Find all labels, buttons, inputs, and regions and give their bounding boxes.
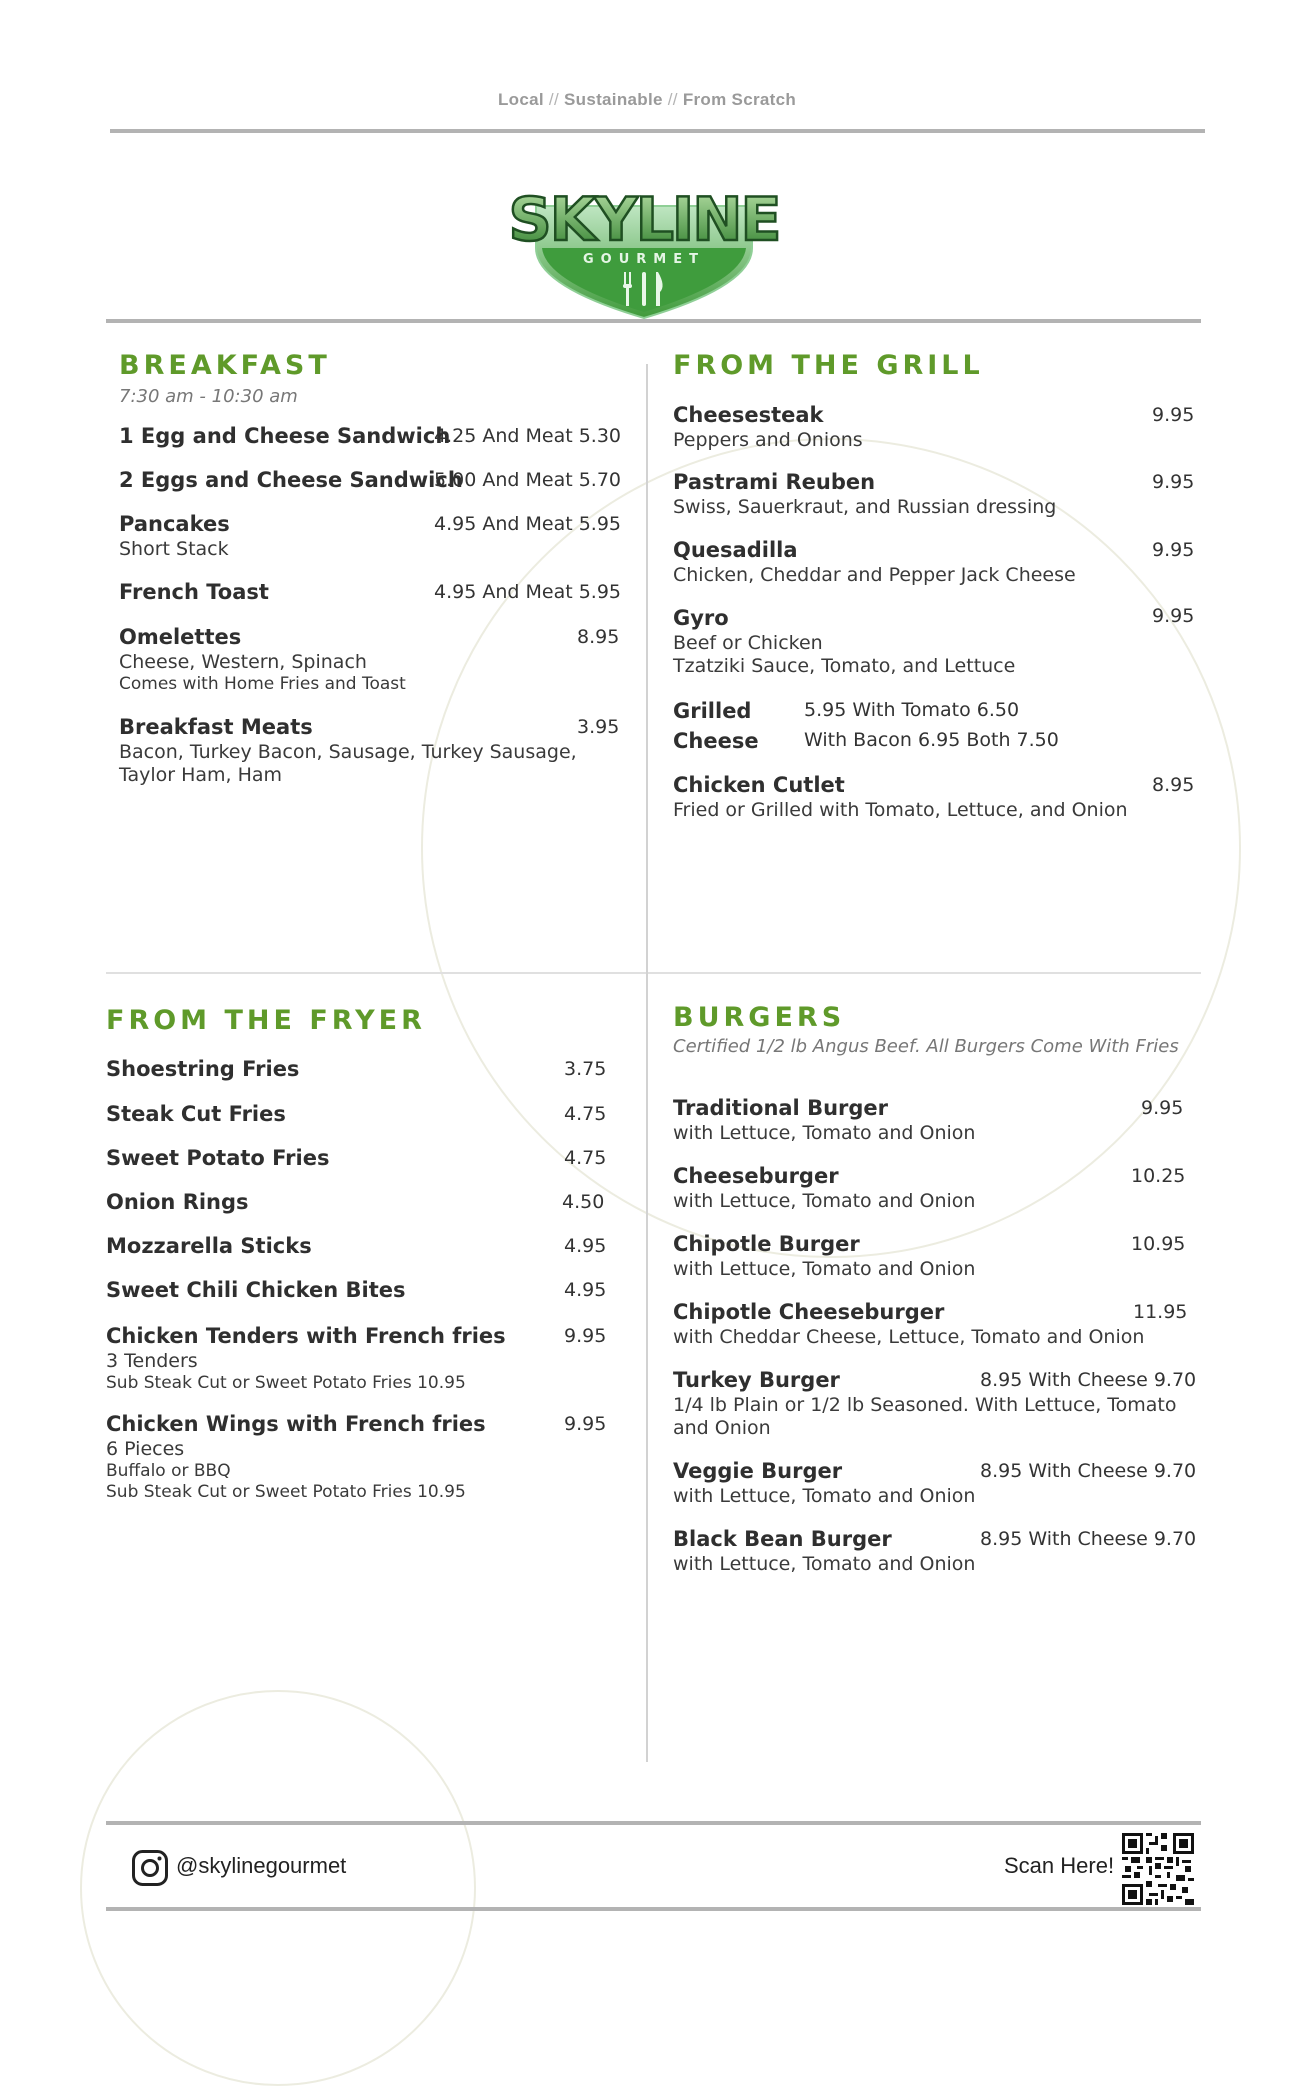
item-name: Chicken Wings with French fries — [106, 1412, 486, 1436]
item-name: Pastrami Reuben — [673, 470, 876, 494]
tagline-local: Local — [497, 90, 544, 109]
item-price: 5.95 With Tomato 6.50 — [804, 699, 1020, 721]
item-price: 8.95 With Cheese 9.70 — [980, 1369, 1197, 1391]
item-name: Chicken Cutlet — [673, 773, 845, 797]
breakfast-hours: 7:30 am - 10:30 am — [119, 386, 298, 407]
item-name: Cheeseburger — [673, 1164, 839, 1188]
column-divider-top — [646, 364, 648, 972]
menu-item — [673, 1231, 975, 1281]
scan-label: Scan Here! — [1004, 1853, 1115, 1878]
fryer-title: FROM THE FRYER — [106, 1005, 426, 1036]
item-description: with Lettuce, Tomato and Onion — [673, 1190, 976, 1212]
grill-title: FROM THE GRILL — [673, 350, 984, 381]
menu-item — [106, 1233, 312, 1259]
menu-item — [106, 1277, 406, 1303]
item-name: 1 Egg and Cheese Sandwich — [119, 424, 451, 448]
item-price: 5.00 And Meat 5.70 — [434, 469, 622, 491]
item-description: Tzatziki Sauce, Tomato, and Lettuce — [673, 655, 1016, 677]
skyline-gourmet-logo — [508, 136, 780, 322]
item-description: Short Stack — [119, 538, 229, 560]
item-price: 8.95 With Cheese 9.70 — [980, 1528, 1197, 1550]
breakfast-title: BREAKFAST — [119, 350, 331, 381]
menu-item — [673, 1458, 975, 1508]
item-description: 1/4 lb Plain or 1/2 lb Seasoned. With Lettuce, Tomato and Onion — [673, 1394, 1177, 1439]
item-name: Cheesesteak — [673, 403, 824, 427]
header-bottom-rule — [106, 319, 1201, 323]
item-price: 4.95 — [564, 1279, 607, 1301]
tagline-separator: // — [667, 90, 678, 109]
tagline — [0, 90, 1294, 110]
menu-item — [119, 511, 230, 561]
menu-item — [673, 696, 759, 756]
item-name: Mozzarella Sticks — [106, 1234, 312, 1258]
tagline-sustainable: Sustainable — [564, 90, 663, 109]
burgers-subtitle: Certified 1/2 lb Angus Beef. All Burgers Come With Fries — [673, 1036, 1179, 1057]
item-name: French Toast — [119, 580, 269, 604]
menu-item — [673, 1163, 975, 1213]
item-price: 4.95 And Meat 5.95 — [434, 513, 622, 535]
item-description: with Lettuce, Tomato and Onion — [673, 1122, 976, 1144]
item-name: Breakfast Meats — [119, 715, 313, 739]
item-price: 4.95 And Meat 5.95 — [434, 581, 622, 603]
item-price: 4.95 — [564, 1235, 607, 1257]
item-price: 10.25 — [1131, 1165, 1186, 1187]
item-name: Gyro — [673, 606, 729, 630]
item-name: Chicken Tenders with French fries — [106, 1324, 506, 1348]
row-divider — [106, 972, 1201, 974]
instagram-handle[interactable]: @skylinegourmet — [176, 1853, 347, 1878]
item-name: Onion Rings — [106, 1190, 249, 1214]
menu-item — [106, 1189, 249, 1215]
item-description: with Lettuce, Tomato and Onion — [673, 1258, 976, 1280]
menu-item — [119, 714, 589, 787]
menu-item — [673, 605, 1015, 678]
item-name: Chipotle Burger — [673, 1232, 860, 1256]
item-price: 8.95 — [1152, 774, 1195, 796]
menu-item — [106, 1101, 286, 1127]
item-price: 8.95 With Cheese 9.70 — [980, 1460, 1197, 1482]
menu-item — [106, 1145, 329, 1171]
menu-item — [119, 579, 269, 605]
item-name: Steak Cut Fries — [106, 1102, 286, 1126]
item-price: 9.95 — [564, 1413, 607, 1435]
item-name: Quesadilla — [673, 538, 798, 562]
tagline-from-scratch: From Scratch — [682, 90, 797, 109]
menu-item — [673, 1526, 975, 1576]
item-price: 9.95 — [1152, 471, 1195, 493]
item-note: Sub Steak Cut or Sweet Potato Fries 10.95 — [106, 1482, 466, 1502]
item-name: Black Bean Burger — [673, 1527, 892, 1551]
column-divider-bottom — [646, 972, 648, 1762]
item-price: 4.50 — [562, 1191, 605, 1213]
footer-bottom-rule — [106, 1907, 1201, 1911]
item-price: 3.95 — [577, 716, 620, 738]
item-price: 10.95 — [1131, 1233, 1186, 1255]
item-description: with Cheddar Cheese, Lettuce, Tomato and Onion — [673, 1326, 1145, 1348]
item-name: Cheese — [673, 729, 759, 753]
item-description: Peppers and Onions — [673, 429, 863, 451]
item-description: with Lettuce, Tomato and Onion — [673, 1553, 976, 1575]
menu-item — [673, 1299, 1144, 1349]
logo-wordmark: SKYLINE — [508, 185, 780, 255]
header-top-rule — [110, 129, 1205, 133]
item-name: Shoestring Fries — [106, 1057, 300, 1081]
item-description: Cheese, Western, Spinach — [119, 651, 367, 673]
menu-item — [673, 469, 1056, 519]
item-price: 4.75 — [564, 1147, 607, 1169]
decorative-circle-small — [80, 1690, 476, 2086]
item-price: 4.25 And Meat 5.30 — [434, 425, 622, 447]
item-price: 9.95 — [1152, 404, 1195, 426]
item-name: Veggie Burger — [673, 1459, 843, 1483]
item-note: Buffalo or BBQ — [106, 1461, 231, 1481]
item-description: with Lettuce, Tomato and Onion — [673, 1485, 976, 1507]
footer-top-rule — [106, 1821, 1201, 1825]
item-price: 3.75 — [564, 1058, 607, 1080]
item-price: With Bacon 6.95 Both 7.50 — [804, 729, 1059, 751]
menu-item — [673, 772, 1128, 822]
menu-item — [673, 537, 1076, 587]
item-description: Chicken, Cheddar and Pepper Jack Cheese — [673, 564, 1076, 586]
item-name: Turkey Burger — [673, 1368, 840, 1392]
item-note: Sub Steak Cut or Sweet Potato Fries 10.95 — [106, 1373, 466, 1393]
item-name: Omelettes — [119, 625, 242, 649]
item-price: 8.95 — [577, 626, 620, 648]
item-price: 11.95 — [1133, 1301, 1188, 1323]
menu-item — [673, 402, 863, 452]
menu-item — [119, 467, 463, 493]
item-price: 9.95 — [1152, 539, 1195, 561]
menu-item — [106, 1323, 506, 1394]
tagline-separator: // — [548, 90, 559, 109]
menu-item — [106, 1056, 299, 1082]
logo-subtitle: GOURMET — [583, 252, 705, 267]
item-name: Traditional Burger — [673, 1096, 889, 1120]
menu-item — [106, 1411, 486, 1503]
item-description: Swiss, Sauerkraut, and Russian dressing — [673, 496, 1057, 518]
item-description: Beef or Chicken — [673, 632, 823, 654]
item-price: 9.95 — [1152, 605, 1195, 627]
item-name: Chipotle Cheeseburger — [673, 1300, 945, 1324]
item-note: Comes with Home Fries and Toast — [119, 674, 406, 694]
item-name: Grilled — [673, 699, 752, 723]
menu-item — [119, 423, 450, 449]
item-description: Bacon, Turkey Bacon, Sausage, Turkey Sausage, Taylor Ham, Ham — [119, 741, 577, 786]
qr-code-icon[interactable] — [1122, 1833, 1194, 1905]
item-name: Sweet Chili Chicken Bites — [106, 1278, 406, 1302]
item-price: 4.75 — [564, 1103, 607, 1125]
instagram-icon[interactable] — [131, 1849, 169, 1887]
item-name: Pancakes — [119, 512, 230, 536]
item-description: 3 Tenders — [106, 1350, 198, 1372]
item-name: Sweet Potato Fries — [106, 1146, 330, 1170]
menu-item — [673, 1095, 975, 1145]
burgers-title: BURGERS — [673, 1002, 846, 1033]
item-description: 6 Pieces — [106, 1438, 185, 1460]
item-description: Fried or Grilled with Tomato, Lettuce, and Onion — [673, 799, 1128, 821]
item-price: 9.95 — [564, 1325, 607, 1347]
item-name: 2 Eggs and Cheese Sandwich — [119, 468, 463, 492]
item-price: 9.95 — [1141, 1097, 1184, 1119]
menu-item — [119, 624, 406, 695]
